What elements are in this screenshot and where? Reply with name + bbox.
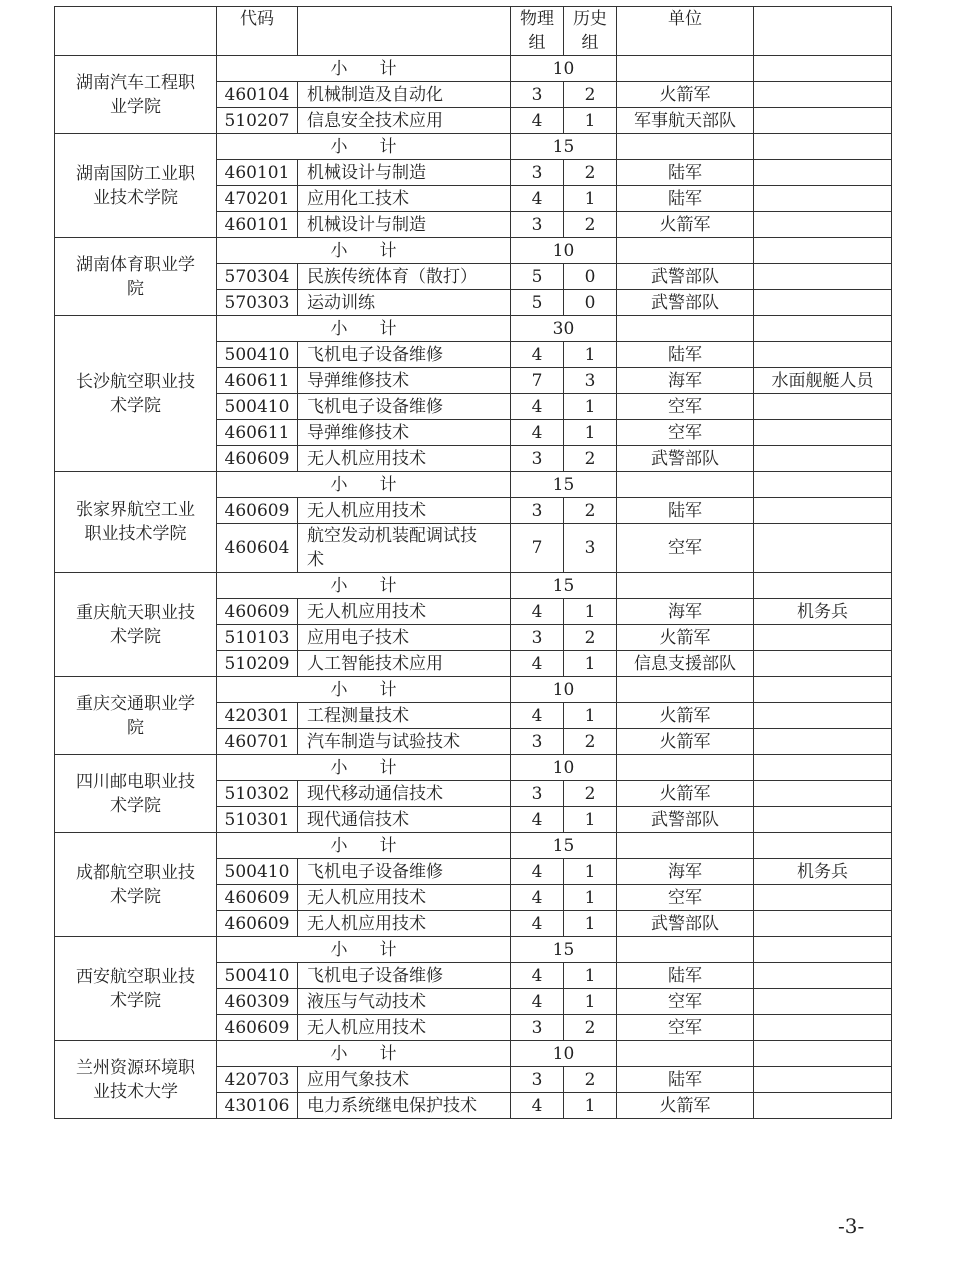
note-text bbox=[754, 807, 892, 833]
physics-count: 4 bbox=[511, 963, 564, 989]
history-count: 2 bbox=[564, 82, 617, 108]
unit-name: 空军 bbox=[617, 885, 754, 911]
history-count: 1 bbox=[564, 963, 617, 989]
major-code: 460101 bbox=[217, 160, 298, 186]
major-code: 510302 bbox=[217, 781, 298, 807]
physics-count: 4 bbox=[511, 885, 564, 911]
subtotal-row bbox=[55, 677, 892, 703]
unit-name: 海军 bbox=[617, 368, 754, 394]
note-text bbox=[754, 729, 892, 755]
school-name: 湖南汽车工程职 业学院 bbox=[55, 56, 217, 134]
unit-name: 火箭军 bbox=[617, 1093, 754, 1119]
subtotal-label: 小 计 bbox=[217, 56, 511, 82]
physics-count: 3 bbox=[511, 781, 564, 807]
subtotal-row bbox=[55, 134, 892, 160]
history-count: 2 bbox=[564, 781, 617, 807]
major-name: 民族传统体育（散打） bbox=[298, 264, 511, 290]
major-code: 460604 bbox=[217, 524, 298, 573]
enrollment-table bbox=[54, 6, 892, 1119]
unit-name: 空军 bbox=[617, 394, 754, 420]
subtotal-label: 小 计 bbox=[217, 316, 511, 342]
unit-name: 陆军 bbox=[617, 963, 754, 989]
major-name: 机械制造及自动化 bbox=[298, 82, 511, 108]
subtotal-note-empty bbox=[754, 238, 892, 264]
history-count: 2 bbox=[564, 625, 617, 651]
subtotal-note-empty bbox=[754, 755, 892, 781]
physics-count: 4 bbox=[511, 394, 564, 420]
subtotal-unit-empty bbox=[617, 755, 754, 781]
unit-name: 武警部队 bbox=[617, 807, 754, 833]
major-name: 汽车制造与试验技术 bbox=[298, 729, 511, 755]
note-text bbox=[754, 625, 892, 651]
subtotal-unit-empty bbox=[617, 937, 754, 963]
major-name: 现代移动通信技术 bbox=[298, 781, 511, 807]
major-name: 无人机应用技术 bbox=[298, 911, 511, 937]
subtotal-note-empty bbox=[754, 677, 892, 703]
history-count: 1 bbox=[564, 108, 617, 134]
subtotal-label: 小 计 bbox=[217, 937, 511, 963]
note-text bbox=[754, 264, 892, 290]
major-code: 500410 bbox=[217, 859, 298, 885]
physics-count: 4 bbox=[511, 420, 564, 446]
school-name: 湖南国防工业职 业技术学院 bbox=[55, 134, 217, 238]
header-unit: 单位 bbox=[617, 7, 754, 56]
unit-name: 火箭军 bbox=[617, 82, 754, 108]
physics-count: 3 bbox=[511, 1015, 564, 1041]
major-code: 460609 bbox=[217, 911, 298, 937]
note-text bbox=[754, 394, 892, 420]
subtotal-unit-empty bbox=[617, 677, 754, 703]
major-code: 510301 bbox=[217, 807, 298, 833]
history-count: 3 bbox=[564, 368, 617, 394]
physics-count: 3 bbox=[511, 729, 564, 755]
physics-count: 4 bbox=[511, 651, 564, 677]
major-name: 导弹维修技术 bbox=[298, 368, 511, 394]
unit-name: 空军 bbox=[617, 989, 754, 1015]
major-name: 应用气象技术 bbox=[298, 1067, 511, 1093]
subtotal-note-empty bbox=[754, 56, 892, 82]
physics-count: 4 bbox=[511, 807, 564, 833]
unit-name: 武警部队 bbox=[617, 264, 754, 290]
physics-count: 4 bbox=[511, 599, 564, 625]
note-text bbox=[754, 524, 892, 573]
subtotal-value: 15 bbox=[511, 833, 617, 859]
page-number: -3- bbox=[838, 1214, 865, 1238]
major-code: 500410 bbox=[217, 342, 298, 368]
subtotal-value: 10 bbox=[511, 677, 617, 703]
subtotal-note-empty bbox=[754, 833, 892, 859]
unit-name: 军事航天部队 bbox=[617, 108, 754, 134]
major-name: 机械设计与制造 bbox=[298, 160, 511, 186]
physics-count: 4 bbox=[511, 1093, 564, 1119]
major-name: 应用化工技术 bbox=[298, 186, 511, 212]
major-code: 420301 bbox=[217, 703, 298, 729]
major-code: 460609 bbox=[217, 599, 298, 625]
note-text bbox=[754, 781, 892, 807]
major-name: 运动训练 bbox=[298, 290, 511, 316]
physics-count: 3 bbox=[511, 1067, 564, 1093]
history-count: 1 bbox=[564, 1093, 617, 1119]
note-text: 机务兵 bbox=[754, 599, 892, 625]
major-name: 应用电子技术 bbox=[298, 625, 511, 651]
header-school bbox=[55, 7, 217, 56]
school-name: 湖南体育职业学 院 bbox=[55, 238, 217, 316]
note-text: 机务兵 bbox=[754, 859, 892, 885]
major-name: 无人机应用技术 bbox=[298, 885, 511, 911]
history-count: 2 bbox=[564, 729, 617, 755]
major-code: 460104 bbox=[217, 82, 298, 108]
school-name: 兰州资源环境职 业技术大学 bbox=[55, 1041, 217, 1119]
physics-count: 3 bbox=[511, 446, 564, 472]
physics-count: 4 bbox=[511, 859, 564, 885]
subtotal-row bbox=[55, 573, 892, 599]
history-count: 1 bbox=[564, 651, 617, 677]
history-count: 3 bbox=[564, 524, 617, 573]
school-name: 长沙航空职业技 术学院 bbox=[55, 316, 217, 472]
major-name: 无人机应用技术 bbox=[298, 498, 511, 524]
major-code: 460609 bbox=[217, 446, 298, 472]
major-code: 570304 bbox=[217, 264, 298, 290]
history-count: 1 bbox=[564, 186, 617, 212]
header-note bbox=[754, 7, 892, 56]
school-name: 重庆航天职业技 术学院 bbox=[55, 573, 217, 677]
subtotal-value: 15 bbox=[511, 573, 617, 599]
physics-count: 5 bbox=[511, 290, 564, 316]
note-text bbox=[754, 885, 892, 911]
note-text bbox=[754, 911, 892, 937]
note-text bbox=[754, 342, 892, 368]
physics-count: 4 bbox=[511, 108, 564, 134]
subtotal-note-empty bbox=[754, 134, 892, 160]
major-code: 510207 bbox=[217, 108, 298, 134]
note-text bbox=[754, 108, 892, 134]
major-code: 460609 bbox=[217, 1015, 298, 1041]
unit-name: 海军 bbox=[617, 859, 754, 885]
subtotal-row bbox=[55, 316, 892, 342]
subtotal-label: 小 计 bbox=[217, 573, 511, 599]
major-name: 无人机应用技术 bbox=[298, 1015, 511, 1041]
major-code: 460611 bbox=[217, 368, 298, 394]
major-name: 现代通信技术 bbox=[298, 807, 511, 833]
major-name: 飞机电子设备维修 bbox=[298, 394, 511, 420]
note-text: 水面舰艇人员 bbox=[754, 368, 892, 394]
history-count: 2 bbox=[564, 212, 617, 238]
note-text bbox=[754, 160, 892, 186]
header-code: 代码 bbox=[217, 7, 298, 56]
subtotal-label: 小 计 bbox=[217, 677, 511, 703]
note-text bbox=[754, 1067, 892, 1093]
major-code: 470201 bbox=[217, 186, 298, 212]
physics-count: 3 bbox=[511, 625, 564, 651]
subtotal-unit-empty bbox=[617, 134, 754, 160]
history-count: 1 bbox=[564, 394, 617, 420]
history-count: 1 bbox=[564, 911, 617, 937]
major-code: 460609 bbox=[217, 498, 298, 524]
physics-count: 4 bbox=[511, 342, 564, 368]
major-code: 510209 bbox=[217, 651, 298, 677]
major-name: 人工智能技术应用 bbox=[298, 651, 511, 677]
note-text bbox=[754, 82, 892, 108]
note-text bbox=[754, 420, 892, 446]
physics-count: 3 bbox=[511, 498, 564, 524]
physics-count: 4 bbox=[511, 911, 564, 937]
note-text bbox=[754, 212, 892, 238]
subtotal-unit-empty bbox=[617, 56, 754, 82]
subtotal-row bbox=[55, 472, 892, 498]
school-name: 张家界航空工业 职业技术学院 bbox=[55, 472, 217, 573]
history-count: 1 bbox=[564, 599, 617, 625]
unit-name: 陆军 bbox=[617, 160, 754, 186]
history-count: 1 bbox=[564, 342, 617, 368]
history-count: 0 bbox=[564, 264, 617, 290]
subtotal-value: 10 bbox=[511, 56, 617, 82]
subtotal-value: 15 bbox=[511, 134, 617, 160]
subtotal-label: 小 计 bbox=[217, 755, 511, 781]
header-major bbox=[298, 7, 511, 56]
subtotal-row bbox=[55, 1041, 892, 1067]
unit-name: 陆军 bbox=[617, 342, 754, 368]
history-count: 2 bbox=[564, 446, 617, 472]
note-text bbox=[754, 703, 892, 729]
subtotal-unit-empty bbox=[617, 573, 754, 599]
history-count: 2 bbox=[564, 160, 617, 186]
note-text bbox=[754, 963, 892, 989]
note-text bbox=[754, 989, 892, 1015]
major-code: 460611 bbox=[217, 420, 298, 446]
major-name: 飞机电子设备维修 bbox=[298, 963, 511, 989]
subtotal-unit-empty bbox=[617, 833, 754, 859]
unit-name: 海军 bbox=[617, 599, 754, 625]
major-name: 航空发动机装配调试技 术 bbox=[298, 524, 511, 573]
history-count: 2 bbox=[564, 498, 617, 524]
physics-count: 3 bbox=[511, 212, 564, 238]
subtotal-value: 10 bbox=[511, 1041, 617, 1067]
subtotal-row bbox=[55, 937, 892, 963]
note-text bbox=[754, 186, 892, 212]
subtotal-row bbox=[55, 56, 892, 82]
subtotal-label: 小 计 bbox=[217, 238, 511, 264]
history-count: 0 bbox=[564, 290, 617, 316]
history-count: 1 bbox=[564, 859, 617, 885]
note-text bbox=[754, 1093, 892, 1119]
school-name: 成都航空职业技 术学院 bbox=[55, 833, 217, 937]
physics-count: 4 bbox=[511, 186, 564, 212]
header-history: 历史 组 bbox=[564, 7, 617, 56]
subtotal-unit-empty bbox=[617, 316, 754, 342]
major-name: 工程测量技术 bbox=[298, 703, 511, 729]
unit-name: 武警部队 bbox=[617, 911, 754, 937]
subtotal-value: 10 bbox=[511, 238, 617, 264]
major-name: 液压与气动技术 bbox=[298, 989, 511, 1015]
unit-name: 陆军 bbox=[617, 1067, 754, 1093]
subtotal-note-empty bbox=[754, 937, 892, 963]
unit-name: 火箭军 bbox=[617, 729, 754, 755]
subtotal-label: 小 计 bbox=[217, 833, 511, 859]
physics-count: 4 bbox=[511, 989, 564, 1015]
unit-name: 武警部队 bbox=[617, 290, 754, 316]
unit-name: 陆军 bbox=[617, 186, 754, 212]
unit-name: 空军 bbox=[617, 420, 754, 446]
subtotal-label: 小 计 bbox=[217, 1041, 511, 1067]
major-code: 510103 bbox=[217, 625, 298, 651]
subtotal-label: 小 计 bbox=[217, 472, 511, 498]
major-code: 460101 bbox=[217, 212, 298, 238]
major-name: 信息安全技术应用 bbox=[298, 108, 511, 134]
subtotal-label: 小 计 bbox=[217, 134, 511, 160]
note-text bbox=[754, 1015, 892, 1041]
history-count: 1 bbox=[564, 885, 617, 911]
major-name: 机械设计与制造 bbox=[298, 212, 511, 238]
physics-count: 4 bbox=[511, 703, 564, 729]
physics-count: 5 bbox=[511, 264, 564, 290]
history-count: 1 bbox=[564, 807, 617, 833]
subtotal-row bbox=[55, 238, 892, 264]
physics-count: 7 bbox=[511, 368, 564, 394]
physics-count: 3 bbox=[511, 160, 564, 186]
major-name: 导弹维修技术 bbox=[298, 420, 511, 446]
history-count: 2 bbox=[564, 1015, 617, 1041]
major-code: 460701 bbox=[217, 729, 298, 755]
history-count: 1 bbox=[564, 420, 617, 446]
major-code: 500410 bbox=[217, 963, 298, 989]
subtotal-note-empty bbox=[754, 1041, 892, 1067]
major-name: 电力系统继电保护技术 bbox=[298, 1093, 511, 1119]
subtotal-note-empty bbox=[754, 573, 892, 599]
major-name: 无人机应用技术 bbox=[298, 599, 511, 625]
unit-name: 火箭军 bbox=[617, 212, 754, 238]
history-count: 1 bbox=[564, 703, 617, 729]
unit-name: 空军 bbox=[617, 1015, 754, 1041]
subtotal-row bbox=[55, 833, 892, 859]
subtotal-unit-empty bbox=[617, 472, 754, 498]
subtotal-row bbox=[55, 755, 892, 781]
major-code: 570303 bbox=[217, 290, 298, 316]
unit-name: 空军 bbox=[617, 524, 754, 573]
major-code: 430106 bbox=[217, 1093, 298, 1119]
unit-name: 陆军 bbox=[617, 498, 754, 524]
subtotal-value: 15 bbox=[511, 472, 617, 498]
major-name: 飞机电子设备维修 bbox=[298, 859, 511, 885]
school-name: 西安航空职业技 术学院 bbox=[55, 937, 217, 1041]
major-code: 460309 bbox=[217, 989, 298, 1015]
subtotal-note-empty bbox=[754, 316, 892, 342]
major-name: 飞机电子设备维修 bbox=[298, 342, 511, 368]
subtotal-unit-empty bbox=[617, 238, 754, 264]
major-code: 500410 bbox=[217, 394, 298, 420]
subtotal-value: 30 bbox=[511, 316, 617, 342]
table-body bbox=[55, 56, 892, 1119]
school-name: 四川邮电职业技 术学院 bbox=[55, 755, 217, 833]
unit-name: 武警部队 bbox=[617, 446, 754, 472]
major-name: 无人机应用技术 bbox=[298, 446, 511, 472]
physics-count: 3 bbox=[511, 82, 564, 108]
note-text bbox=[754, 651, 892, 677]
note-text bbox=[754, 446, 892, 472]
unit-name: 火箭军 bbox=[617, 781, 754, 807]
school-name: 重庆交通职业学 院 bbox=[55, 677, 217, 755]
subtotal-note-empty bbox=[754, 472, 892, 498]
subtotal-value: 10 bbox=[511, 755, 617, 781]
unit-name: 信息支援部队 bbox=[617, 651, 754, 677]
history-count: 2 bbox=[564, 1067, 617, 1093]
unit-name: 火箭军 bbox=[617, 625, 754, 651]
major-code: 420703 bbox=[217, 1067, 298, 1093]
note-text bbox=[754, 290, 892, 316]
unit-name: 火箭军 bbox=[617, 703, 754, 729]
note-text bbox=[754, 498, 892, 524]
header-physics: 物理 组 bbox=[511, 7, 564, 56]
history-count: 1 bbox=[564, 989, 617, 1015]
subtotal-unit-empty bbox=[617, 1041, 754, 1067]
subtotal-value: 15 bbox=[511, 937, 617, 963]
table-header-row bbox=[55, 7, 892, 56]
major-code: 460609 bbox=[217, 885, 298, 911]
physics-count: 7 bbox=[511, 524, 564, 573]
